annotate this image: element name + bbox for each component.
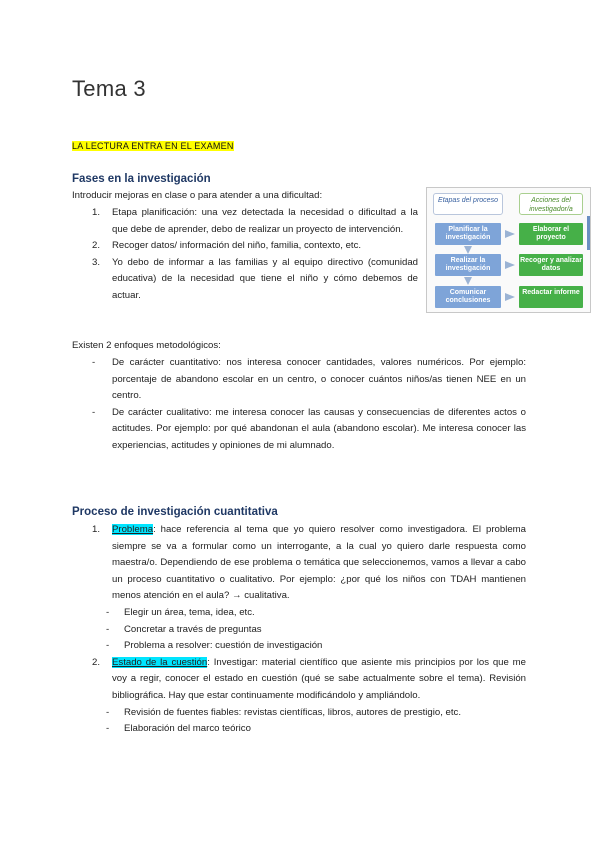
- page-title: Tema 3: [72, 76, 146, 101]
- sub-dash: -: [106, 606, 110, 618]
- diagram-header-actions: Acciones del investigador/a: [519, 193, 583, 215]
- diagram-action-box: Recoger y analizar datos: [519, 254, 583, 276]
- diagram-arrow-right: [505, 261, 515, 269]
- list-item: [92, 205, 418, 238]
- sub-text: Problema a resolver: cuestión de investigación: [124, 640, 323, 652]
- enfoques-list: [92, 355, 526, 455]
- item-number: 2.: [92, 656, 101, 668]
- proceso-list: [92, 522, 526, 738]
- sub-dash: -: [106, 723, 110, 735]
- list-item: [92, 255, 418, 305]
- item-text: : Investigar: material científico que asiente mis principios por los que me voy a regir, conocer el estado en cuestión (qué se sabe actualmente sobre el tema). Revisión bibliográfica. Hay que estar continuamente modificándolo y ampliándolo.: [112, 656, 526, 701]
- item-number: 1.: [92, 207, 101, 218]
- list-item: [92, 522, 526, 605]
- sub-dash: -: [106, 640, 110, 652]
- sub-text: Concretar a través de preguntas: [124, 623, 262, 635]
- exam-note-text: LA LECTURA ENTRA EN EL EXAMEN: [72, 141, 234, 151]
- sub-item: [106, 622, 526, 639]
- diagram-header-stages: Etapas del proceso: [433, 193, 503, 215]
- item-text: Recoger datos/ información del niño, familia, contexto, etc.: [112, 240, 362, 252]
- sub-item: [106, 638, 526, 655]
- item-dash: -: [92, 357, 96, 368]
- estado-label: Estado de la cuestión: [112, 656, 208, 668]
- diagram-side-bar: [587, 216, 590, 250]
- sub-text: Revisión de fuentes fiables: revistas científicas, libros, autores de prestigio, etc.: [124, 706, 462, 718]
- diagram-stage-box: Comunicar conclusiones: [435, 286, 501, 308]
- sub-text: Elaboración del marco teórico: [124, 723, 251, 735]
- item-text: De carácter cuantitativo: nos interesa conocer cantidades, valores numéricos. Por ejemplo: porcentaje de abandono escolar en un centro, o conocer cuántos niños/as tienen NEE en un centro.: [112, 357, 526, 402]
- exam-note: [72, 141, 234, 151]
- diagram-action-box: Redactar informe: [519, 286, 583, 308]
- sub-dash: -: [106, 623, 110, 635]
- list-item: [92, 238, 418, 255]
- enfoques-intro: Existen 2 enfoques metodológicos:: [72, 340, 221, 351]
- diagram-stage-box: Realizar la investigación: [435, 254, 501, 276]
- sub-dash: -: [106, 706, 110, 718]
- item-text: : hace referencia al tema que yo quiero resolver como investigadora. El problema siempre se va a formular como un interrogante, a la cual yo quiero darle respuesta como maestra/o. Dependiendo de ese problema o temática que seleccionemos, vamos a llevar a cabo un proceso cuantitativo o cualitativo. Por ejemplo: ¿por qué los niños con TDAH mantienen menos atención en el aula? → cualitativa.: [112, 524, 526, 602]
- problema-label: Problema: [112, 524, 154, 535]
- proceso-heading: Proceso de investigación cuantitativa: [72, 506, 278, 518]
- item-number: 3.: [92, 256, 101, 268]
- research-phases-diagram: [426, 187, 591, 313]
- problema-sublist: [92, 605, 526, 655]
- estado-sublist: [92, 705, 526, 738]
- sub-item: [106, 705, 526, 722]
- diagram-action-box: Elaborar el proyecto: [519, 223, 583, 245]
- item-text: De carácter cualitativo: me interesa conocer las causas y consecuencias de diferentes actos o actitudes. Por ejemplo: por qué abandonan el aula (abandono escolar). Me interesa conocer las experiencias, actitudes y opiniones de mi alumnado.: [112, 406, 526, 451]
- item-number: 1.: [92, 524, 101, 535]
- list-item: [92, 355, 526, 405]
- sub-item: [106, 721, 526, 738]
- item-dash: -: [92, 406, 96, 418]
- item-text: Yo debo de informar a las familias y al equipo directivo (comunidad educativa) de la necesidad que tiene el niño y cómo debemos de actuar.: [112, 256, 418, 301]
- diagram-arrow-down: [464, 246, 472, 254]
- sub-item: [106, 605, 526, 622]
- diagram-stage-box: Planificar la investigación: [435, 223, 501, 245]
- fases-list: [92, 205, 418, 305]
- diagram-arrow-down: [464, 277, 472, 285]
- fases-intro: Introducir mejoras en clase o para atender a una dificultad:: [72, 190, 323, 201]
- diagram-arrow-right: [505, 230, 515, 238]
- item-text: Etapa planificación: una vez detectada la necesidad o dificultad a la que debe de aprender, debo de realizar un proyecto de intervención.: [112, 207, 418, 235]
- list-item: [92, 655, 526, 705]
- item-number: 2.: [92, 240, 101, 252]
- list-item: [92, 405, 526, 455]
- diagram-arrow-right: [505, 293, 515, 301]
- sub-text: Elegir un área, tema, idea, etc.: [124, 606, 255, 618]
- fases-heading: Fases en la investigación: [72, 173, 211, 185]
